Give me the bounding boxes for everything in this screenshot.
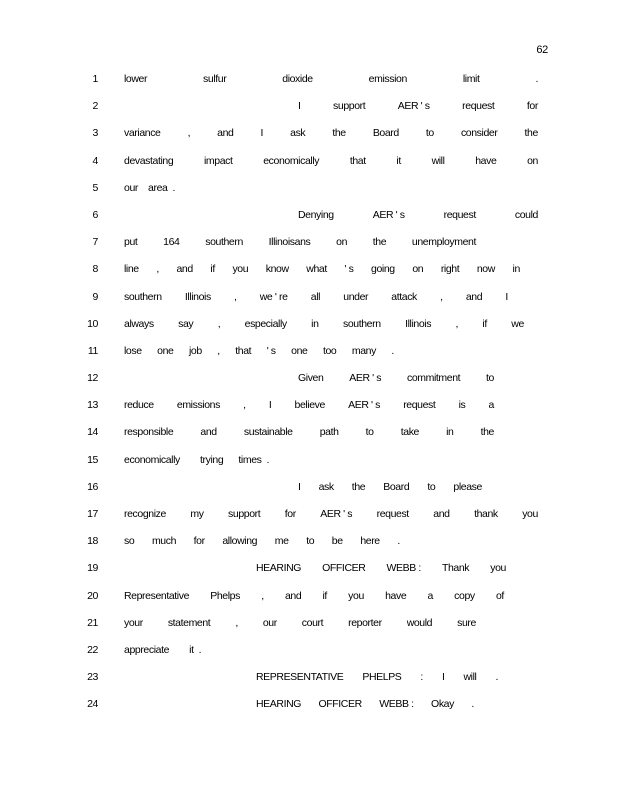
word: in <box>446 426 454 439</box>
line-number: 21 <box>87 616 98 629</box>
word: is <box>458 399 466 412</box>
word: emissions <box>176 399 220 412</box>
word: will <box>463 671 477 684</box>
word: always <box>124 317 154 330</box>
line-number: 12 <box>87 372 98 385</box>
word: I <box>441 671 445 684</box>
word: many <box>351 344 376 357</box>
word: to <box>427 480 436 493</box>
word: sure <box>457 616 476 629</box>
word: and <box>284 589 302 602</box>
word: especially <box>244 317 287 330</box>
word: and <box>433 508 450 520</box>
word: , <box>235 616 238 629</box>
line-text <box>124 263 520 275</box>
word: have <box>385 589 407 602</box>
line-number: 16 <box>87 480 98 493</box>
word: unemployment <box>411 236 476 249</box>
word: Thank <box>441 562 470 575</box>
transcript-line <box>0 179 618 206</box>
word: on <box>336 236 348 249</box>
line-number: 6 <box>92 208 98 221</box>
line-text <box>124 155 538 167</box>
word: request <box>376 508 409 520</box>
word: I <box>260 127 264 140</box>
word: put <box>124 236 138 249</box>
transcript-line <box>0 124 618 151</box>
word: the <box>351 480 366 493</box>
word: attack <box>391 290 417 303</box>
word: you <box>522 508 538 520</box>
word: what <box>306 263 327 276</box>
word: our <box>262 616 277 629</box>
line-text <box>124 535 400 547</box>
transcript-line <box>0 451 618 478</box>
word: that <box>235 344 252 357</box>
transcript-line <box>0 315 618 342</box>
word: AER ' s <box>320 508 353 520</box>
word: southern <box>342 317 381 330</box>
line-text <box>256 698 474 710</box>
word: . <box>471 698 474 711</box>
line-text <box>124 291 508 303</box>
word: southern <box>124 290 162 303</box>
line-text <box>298 372 494 384</box>
transcript-line <box>0 478 618 505</box>
word: , <box>455 317 458 330</box>
word: , <box>243 399 246 412</box>
word: for <box>526 100 538 113</box>
word: for <box>193 535 205 548</box>
line-number: 7 <box>92 236 98 249</box>
line-number: 15 <box>87 453 98 466</box>
line-number: 2 <box>92 100 98 113</box>
word: OFFICER <box>318 698 362 711</box>
transcript-line <box>0 233 618 260</box>
line-text <box>298 481 482 493</box>
transcript-line <box>0 614 618 641</box>
word: I <box>505 290 508 303</box>
word: we <box>511 317 524 330</box>
line-text: economically trying times . <box>124 453 270 466</box>
line-number: 19 <box>87 562 98 575</box>
transcript-line <box>0 641 618 668</box>
line-text: appreciate it . <box>124 643 202 656</box>
line-text <box>124 345 394 357</box>
word: you <box>348 589 364 602</box>
word: court <box>301 616 324 629</box>
word: reporter <box>348 616 382 629</box>
word: now <box>476 263 495 276</box>
word: sustainable <box>243 426 293 439</box>
word: , <box>217 317 221 330</box>
transcript-line <box>0 532 618 559</box>
word: a <box>488 399 494 412</box>
word: to <box>486 372 494 385</box>
word: WEBB : <box>386 562 421 575</box>
word: lower <box>124 73 148 85</box>
transcript-line <box>0 505 618 532</box>
line-text <box>124 590 504 602</box>
word: . <box>535 73 538 85</box>
transcript-line <box>0 695 618 722</box>
word: job <box>188 344 202 357</box>
word: HEARING <box>256 698 302 711</box>
word: economically <box>263 154 320 167</box>
word: to <box>425 127 434 140</box>
word: will <box>431 154 445 167</box>
transcript-line <box>0 260 618 287</box>
line-number: 20 <box>87 589 98 602</box>
word: , <box>187 127 191 140</box>
transcript-line <box>0 206 618 233</box>
word: REPRESENTATIVE <box>256 671 344 684</box>
page-number: 62 <box>536 44 548 56</box>
transcript-line <box>0 152 618 179</box>
word: commitment <box>406 372 461 385</box>
word: request <box>443 208 476 221</box>
word: , <box>261 589 264 602</box>
word: AER ' s <box>397 100 430 113</box>
word: if <box>482 317 487 330</box>
line-number: 17 <box>87 508 98 520</box>
line-text <box>298 209 538 221</box>
word: you <box>232 263 249 276</box>
word: a <box>427 589 433 602</box>
word: on <box>412 263 424 276</box>
word: for <box>284 508 296 520</box>
transcript-line <box>0 668 618 695</box>
line-text <box>124 127 538 139</box>
word: recognize <box>124 508 166 520</box>
word: and <box>200 426 217 439</box>
word: , <box>440 290 443 303</box>
word: ask <box>318 480 334 493</box>
word: lose <box>124 344 142 357</box>
word: OFFICER <box>322 562 366 575</box>
transcript-line <box>0 288 618 315</box>
line-number: 24 <box>87 698 98 711</box>
line-number: 22 <box>87 643 98 656</box>
line-text <box>124 236 476 248</box>
word: know <box>265 263 289 276</box>
word: it <box>396 154 401 167</box>
word: support <box>228 508 261 520</box>
word: I <box>298 100 301 113</box>
word: I <box>298 480 301 493</box>
word: , <box>217 344 220 357</box>
word: all <box>310 290 321 303</box>
word: . <box>391 344 394 357</box>
word: ask <box>290 127 306 140</box>
word: the <box>480 426 494 439</box>
transcript-line <box>0 587 618 614</box>
word: under <box>343 290 369 303</box>
word: . <box>495 671 498 684</box>
word: , <box>234 290 237 303</box>
word: support <box>333 100 366 113</box>
word: , <box>156 263 159 276</box>
word: I <box>268 399 272 412</box>
word: to <box>306 535 315 548</box>
word: in <box>512 263 520 276</box>
line-number: 5 <box>92 181 98 194</box>
line-text <box>124 426 494 438</box>
word: limit <box>462 73 480 85</box>
word: could <box>514 208 538 221</box>
line-text <box>124 399 494 411</box>
word: Illinoisans <box>268 236 311 249</box>
word: in <box>311 317 319 330</box>
word: sulfur <box>203 73 227 85</box>
word: please <box>453 480 482 493</box>
word: statement <box>167 616 211 629</box>
word: emission <box>368 73 407 85</box>
word: line <box>124 263 139 276</box>
line-number: 4 <box>92 154 98 167</box>
word: Illinois <box>405 317 432 330</box>
word: allowing <box>222 535 258 548</box>
word: Representative <box>124 589 190 602</box>
word: believe <box>294 399 325 412</box>
line-text <box>298 100 538 112</box>
line-text: our area . <box>124 181 176 194</box>
word: here <box>360 535 380 548</box>
line-number: 3 <box>92 127 98 140</box>
word: request <box>403 399 436 412</box>
word: consider <box>460 127 498 140</box>
word: so <box>124 535 135 548</box>
word: Denying <box>298 208 334 221</box>
word: me <box>274 535 289 548</box>
line-text <box>124 508 538 520</box>
word: reduce <box>124 399 154 412</box>
word: copy <box>454 589 475 602</box>
word: to <box>365 426 374 439</box>
transcript-line <box>0 423 618 450</box>
word: the <box>332 127 346 140</box>
word: if <box>322 589 327 602</box>
word: and <box>465 290 483 303</box>
word: we ' re <box>259 290 288 303</box>
transcript-line <box>0 342 618 369</box>
word: of <box>495 589 504 602</box>
line-number: 11 <box>87 344 98 357</box>
word: would <box>406 616 433 629</box>
word: AER ' s <box>372 208 405 221</box>
word: be <box>331 535 343 548</box>
word: path <box>319 426 339 439</box>
line-text <box>256 671 498 683</box>
line-number: 8 <box>92 263 98 276</box>
transcript-line <box>0 559 618 586</box>
line-number: 9 <box>92 290 98 303</box>
word: impact <box>204 154 233 167</box>
word: my <box>190 508 204 520</box>
word: on <box>527 154 538 167</box>
word: Phelps <box>210 589 240 602</box>
word: Okay <box>431 698 454 711</box>
line-text <box>124 318 524 330</box>
word: and <box>217 127 234 140</box>
word: . <box>397 535 400 548</box>
word: southern <box>205 236 243 249</box>
word: responsible <box>124 426 174 439</box>
word: much <box>151 535 177 548</box>
transcript-body <box>0 70 618 723</box>
word: AER ' s <box>348 399 381 412</box>
word: right <box>440 263 460 276</box>
word: Board <box>372 127 399 140</box>
word: too <box>322 344 337 357</box>
word: PHELPS <box>362 671 402 684</box>
word: WEBB : <box>379 698 414 711</box>
word: if <box>210 263 215 276</box>
word: Illinois <box>184 290 211 303</box>
transcript-line <box>0 97 618 124</box>
word: : <box>420 671 423 684</box>
transcript-line <box>0 70 618 97</box>
word: that <box>349 154 366 167</box>
word: 164 <box>163 236 180 249</box>
word: take <box>400 426 419 439</box>
line-text <box>124 73 538 85</box>
word: you <box>490 562 506 575</box>
word: and <box>176 263 193 276</box>
word: thank <box>474 508 498 520</box>
line-number: 13 <box>87 399 98 412</box>
word: Given <box>298 372 324 385</box>
line-number: 14 <box>87 426 98 439</box>
word: have <box>475 154 497 167</box>
word: HEARING <box>256 562 302 575</box>
word: dioxide <box>282 73 313 85</box>
word: Board <box>383 480 410 493</box>
line-number: 18 <box>87 535 98 548</box>
word: request <box>462 100 495 113</box>
word: your <box>124 616 143 629</box>
line-number: 10 <box>87 317 98 330</box>
line-number: 1 <box>92 73 98 85</box>
word: going <box>371 263 395 276</box>
word: ' s <box>344 263 354 276</box>
word: variance <box>124 127 161 140</box>
transcript-line <box>0 396 618 423</box>
word: devastating <box>124 154 174 167</box>
word: ' s <box>266 344 276 357</box>
word: one <box>157 344 174 357</box>
word: say <box>178 317 194 330</box>
word: the <box>372 236 387 249</box>
word: one <box>291 344 308 357</box>
line-text <box>256 562 506 574</box>
line-number: 23 <box>87 671 98 684</box>
word: the <box>524 127 538 140</box>
word: AER ' s <box>349 372 382 385</box>
line-text <box>124 617 476 629</box>
transcript-line <box>0 369 618 396</box>
